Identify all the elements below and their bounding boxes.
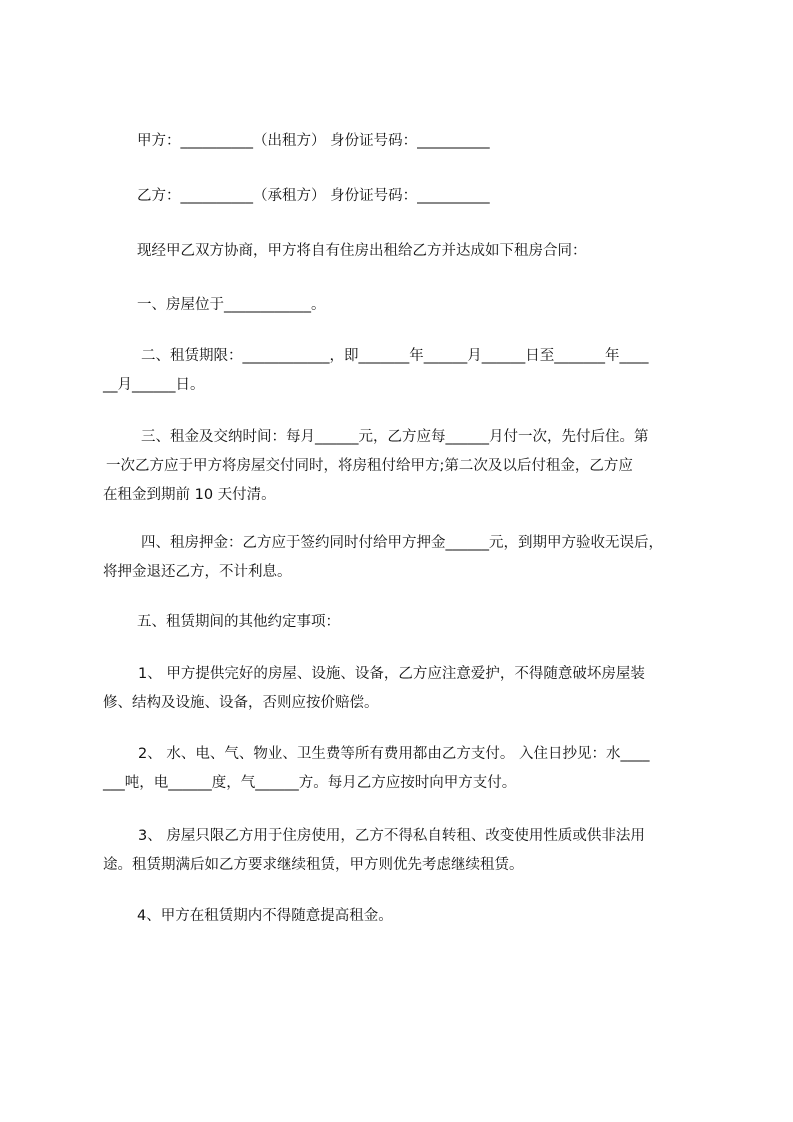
item-1: [103, 660, 703, 718]
clause-4: [103, 529, 703, 587]
clause-1: [103, 291, 703, 320]
item-2: [103, 740, 703, 798]
clause-3-line-3: 在租金到期前 10 天付清。: [103, 487, 276, 503]
clause-5-heading: [103, 608, 703, 637]
party-a-line: [103, 127, 703, 156]
item-3: [103, 822, 703, 880]
clause-4-line-2: 将押金退还乙方，不计利息。: [103, 564, 292, 580]
item-3-line-1: 3、 房屋只限乙方用于住房使用，乙方不得私自转租、改变使用性质或供非法用: [138, 828, 645, 844]
clause-5-heading-text: 五、租赁期间的其他约定事项：: [137, 614, 340, 630]
clause-1-text: 一、房屋位于____________。: [137, 297, 326, 313]
item-4: [103, 902, 703, 931]
item-1-line-1: 1、 甲方提供完好的房屋、设施、设备，乙方应注意爱护，不得随意破坏房屋装: [138, 666, 645, 682]
party-b-text: 乙方：__________（承租方） 身份证号码：__________: [137, 188, 490, 204]
party-b-line: [103, 182, 703, 211]
item-2-line-2: ___吨，电______度，气______方。每月乙方应按时向甲方支付。: [103, 775, 517, 791]
clause-3: [103, 423, 703, 510]
item-3-line-2: 途。租赁期满后如乙方要求继续租赁，甲方则优先考虑继续租赁。: [103, 857, 524, 873]
item-1-line-2: 修、结构及设施、设备，否则应按价赔偿。: [103, 695, 379, 711]
clause-2-line-1: 二、租赁期限：____________，即_______年______月______日至_______年____: [141, 348, 649, 364]
clause-4-line-1: 四、租房押金：乙方应于签约同时付给甲方押金______元，到期甲方验收无误后，: [141, 535, 663, 551]
party-a-text: 甲方：__________（出租方） 身份证号码：__________: [137, 133, 490, 149]
clause-2-line-2: __月______日。: [103, 377, 205, 393]
clause-3-line-2: 一次乙方应于甲方将房屋交付同时，将房租付给甲方;第二次及以后付租金，乙方应: [106, 458, 633, 474]
intro-text: 现经甲乙双方协商，甲方将自有住房出租给乙方并达成如下租房合同：: [137, 243, 587, 259]
intro-paragraph: [103, 237, 703, 266]
item-4-text: 4、甲方在租赁期内不得随意提高租金。: [137, 908, 393, 924]
clause-2: [103, 342, 703, 400]
item-2-line-1: 2、 水、电、气、物业、卫生费等所有费用都由乙方支付。 入住日抄见：水____: [138, 746, 650, 762]
clause-3-line-1: 三、租金及交纳时间：每月______元，乙方应每______月付一次，先付后住。第: [141, 429, 649, 445]
